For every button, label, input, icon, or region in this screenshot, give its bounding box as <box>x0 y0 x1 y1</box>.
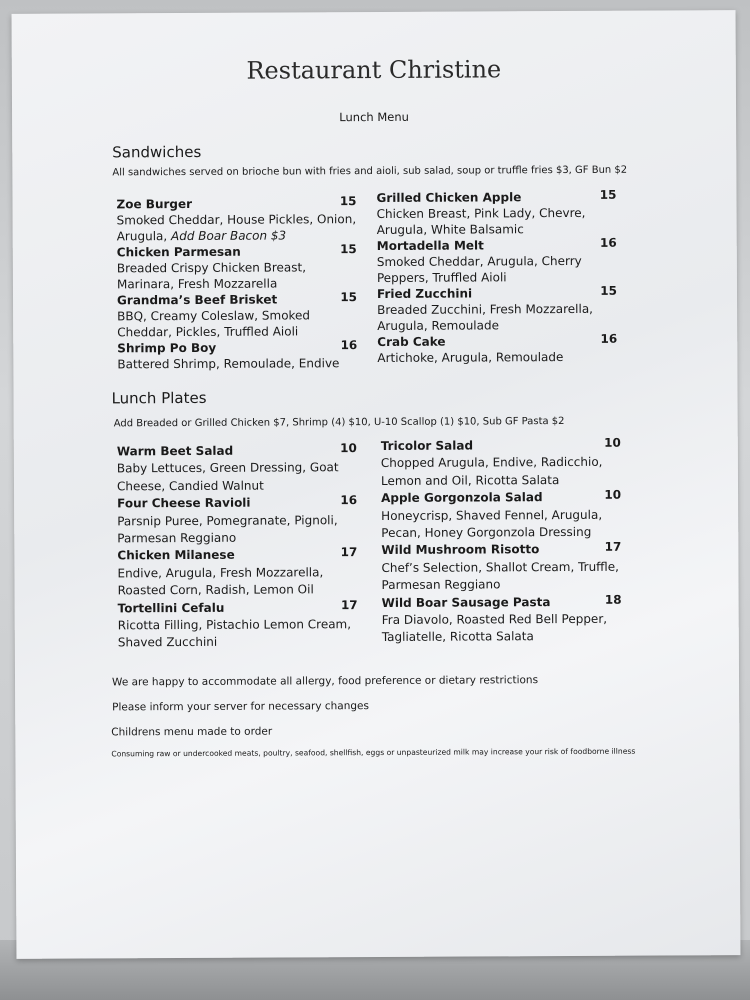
menu-item-price: 16 <box>600 331 618 346</box>
menu-item-price: 17 <box>604 540 622 555</box>
menu-item-name: Shrimp Po Boy <box>117 340 217 356</box>
section-heading-lunch-plates: Lunch Plates <box>111 388 207 408</box>
childrens-menu-note: Childrens menu made to order <box>111 725 273 739</box>
menu-item <box>118 599 358 652</box>
menu-item <box>377 285 617 334</box>
menu-item-price: 10 <box>340 441 357 456</box>
plates-right-column <box>381 437 622 647</box>
menu-item-description: Battered Shrimp, Remoulade, Endive <box>117 356 340 372</box>
menu-item-price: 10 <box>604 435 621 450</box>
menu-item-description: Artichoke, Arugula, Remoulade <box>377 350 564 365</box>
lunch-plates-note: Add Breaded or Grilled Chicken $7, Shrimp (4) $10, U-10 Scallop (1) $10, Sub GF Pasta $2 <box>113 416 565 430</box>
menu-item-price: 15 <box>600 283 618 298</box>
menu-item <box>376 189 616 238</box>
menu-item <box>381 489 621 542</box>
menu-item-description: Parsnip Puree, Pomegranate, Pignoli, Parmesan Reggiano <box>117 512 338 546</box>
menu-item-name: Warm Beet Salad <box>116 443 234 459</box>
food-safety-warning: Consuming raw or undercooked meats, poultry, seafood, shellfish, eggs or unpasteurized milk may increase your risk of foodborne illness <box>111 746 636 759</box>
menu-item-name: Mortadella Melt <box>376 238 484 253</box>
menu-item-description: Smoked Cheddar, Arugula, Cherry Peppers, Truffled Aioli <box>376 253 582 285</box>
menu-item-name: Crab Cake <box>377 334 446 349</box>
menu-item <box>117 291 357 340</box>
menu-item-name: Grandma’s Beef Brisket <box>116 292 278 308</box>
menu-item-name: Chicken Milanese <box>117 548 235 563</box>
menu-item <box>377 237 617 286</box>
sandwiches-left-column <box>116 195 357 372</box>
menu-item-description: Ricotta Filling, Pistachio Lemon Cream, Shaved Zucchini <box>117 617 352 650</box>
menu-item-description: Honeycrisp, Shaved Fennel, Arugula, Pecan, Honey Gorgonzola Dressing <box>381 507 603 541</box>
menu-item-description: Endive, Arugula, Fresh Mozzarella, Roasted Corn, Radish, Lemon Oil <box>117 565 324 598</box>
menu-item-price: 15 <box>340 242 357 257</box>
menu-item-price: 10 <box>604 487 622 503</box>
menu-item-name: Chicken Parmesan <box>116 244 241 260</box>
menu-item <box>117 243 357 292</box>
menu-item-description: Chopped Arugula, Endive, Radicchio, Lemon and Oil, Ricotta Salata <box>380 455 603 488</box>
menu-item-name: Tortellini Cefalu <box>117 600 225 616</box>
allergy-note: We are happy to accommodate all allergy, food preference or dietary restrictions <box>112 674 539 689</box>
menu-item <box>381 437 621 490</box>
menu-item <box>117 442 357 495</box>
menu-item-description: Chicken Breast, Pink Lady, Chevre, Arugula, White Balsamic <box>376 205 586 237</box>
menu-item-name: Grilled Chicken Apple <box>376 190 522 205</box>
menu-item-name: Zoe Burger <box>116 196 193 212</box>
menu-item-price: 16 <box>599 235 617 250</box>
menu-item-price: 16 <box>340 493 358 508</box>
menu-item-price: 16 <box>340 338 358 353</box>
menu-item-price: 18 <box>604 592 622 607</box>
plates-left-column <box>117 442 358 652</box>
menu-subtitle: Lunch Menu <box>339 109 409 125</box>
menu-item-description: Breaded Zucchini, Fresh Mozzarella, Arugula, Remoulade <box>377 301 594 333</box>
menu-item <box>377 333 617 366</box>
menu-item <box>116 195 356 244</box>
restaurant-title: Restaurant Christine <box>246 55 502 85</box>
menu-item-description: Chef’s Selection, Shallot Cream, Truffle, Parmesan Reggiano <box>381 559 619 593</box>
menu-page <box>12 10 741 959</box>
menu-item-name: Four Cheese Ravioli <box>117 495 251 511</box>
section-heading-sandwiches: Sandwiches <box>112 142 202 162</box>
menu-item-price: 15 <box>339 194 357 209</box>
menu-item <box>117 494 357 547</box>
menu-item-description: Baby Lettuces, Green Dressing, Goat Cheese, Candied Walnut <box>116 460 339 494</box>
menu-item-description: Smoked Cheddar, House Pickles, Onion, Arugula, <box>116 212 357 244</box>
menu-item-description: Fra Diavolo, Roasted Red Bell Pepper, Tagliatelle, Ricotta Salata <box>381 611 608 645</box>
inform-server-note: Please inform your server for necessary changes <box>112 700 370 714</box>
menu-item-name: Fried Zucchini <box>376 286 473 301</box>
menu-item-price: 15 <box>340 290 358 305</box>
menu-item-price: 15 <box>599 187 617 202</box>
menu-item-description: Breaded Crispy Chicken Breast, Marinara, Fresh Mozzarella <box>116 260 307 292</box>
menu-item <box>381 541 621 594</box>
menu-item-description: BBQ, Creamy Coleslaw, Smoked Cheddar, Pickles, Truffled Aioli <box>117 308 311 340</box>
sandwiches-note: All sandwiches served on brioche bun with fries and aioli, sub salad, soup or truffle fries $3, GF Bun $2 <box>112 164 628 179</box>
menu-item <box>117 339 357 372</box>
menu-item-price: 17 <box>340 597 358 612</box>
menu-item <box>117 547 357 600</box>
sandwiches-right-column <box>376 189 617 366</box>
menu-item-name: Tricolor Salad <box>380 438 474 453</box>
menu-item-price: 17 <box>340 545 358 560</box>
menu-item <box>382 593 622 646</box>
menu-item-addon: Add Boar Bacon $3 <box>170 228 287 244</box>
menu-item-name: Wild Boar Sausage Pasta <box>381 594 551 610</box>
menu-item-name: Wild Mushroom Risotto <box>381 542 540 558</box>
menu-item-name: Apple Gorgonzola Salad <box>381 490 543 506</box>
